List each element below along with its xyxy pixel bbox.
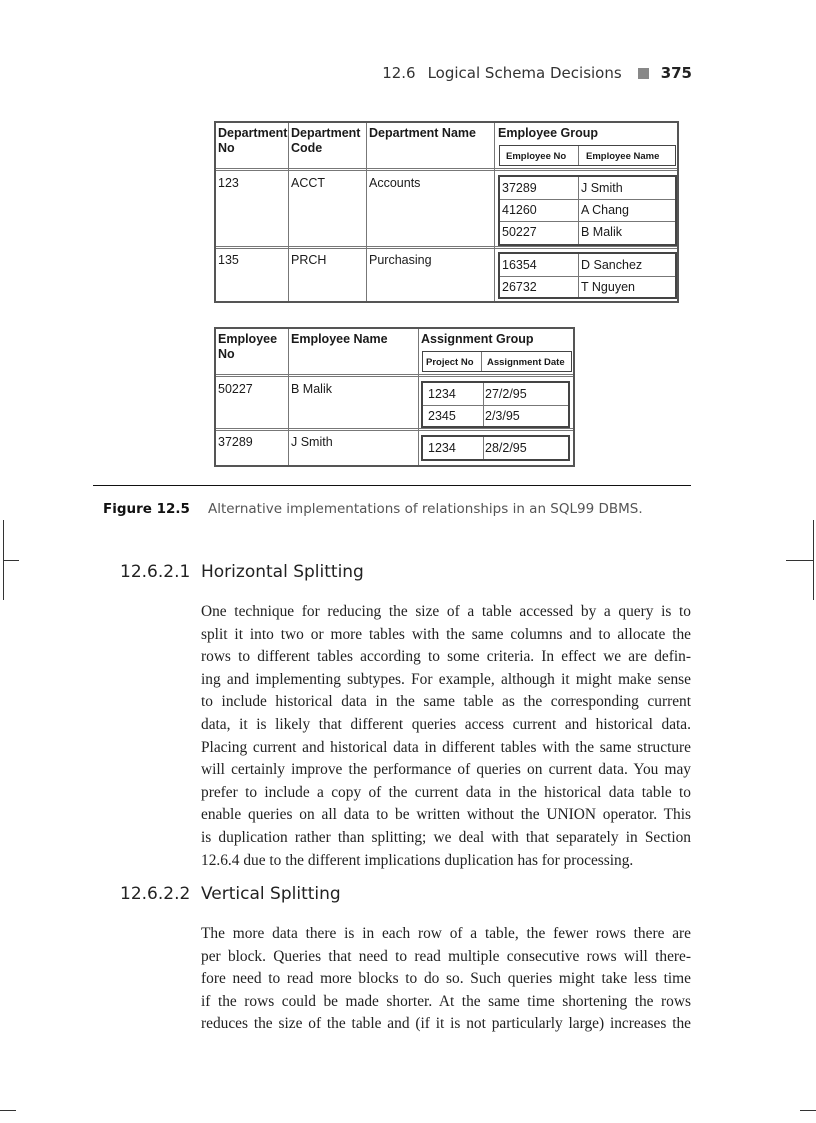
paragraph-horizontal-splitting (201, 601, 691, 872)
dept-row1-code: ACCT (291, 176, 326, 190)
list-item: 50227 (502, 225, 537, 239)
dept-row2-code: PRCH (291, 253, 327, 267)
dept-row1-employee-group (498, 175, 677, 246)
text-line: to include historical data in the same table as the corresponding current (201, 693, 691, 711)
text-line: The more data there is in each row of a table, the fewer rows there are (201, 925, 691, 942)
department-table (214, 121, 679, 303)
figure-caption (103, 501, 643, 517)
subheader-employee-name: Employee Name (586, 151, 660, 162)
header-department-no-1: Department (218, 126, 288, 140)
emp-row1-assignment-group (421, 381, 570, 428)
header-department-code-1: Department (291, 126, 361, 140)
list-item: 28/2/95 (485, 441, 527, 455)
crop-mark-left-h (3, 560, 19, 561)
text-line: Placing current and historical data in different tables with the same structure (201, 738, 691, 756)
subheader-assignment-date: Assignment Date (487, 357, 565, 368)
header-department-code-2: Code (291, 141, 323, 155)
emp-row2-no: 37289 (218, 435, 253, 449)
page-number: 375 (660, 64, 692, 82)
crop-mark-bottom-right (800, 1110, 816, 1111)
section-number: 12.6.2.2 (120, 884, 191, 904)
text-line: reduces the size of the table and (if it is not particularly large) increases the (201, 1015, 691, 1033)
emp-row1-no: 50227 (218, 382, 253, 396)
emp-row2-name: J Smith (291, 435, 333, 449)
assignment-group-subheader (422, 351, 572, 372)
text-line: if the rows could be made shorter. At the same time shortening the rows (201, 992, 691, 1010)
dept-row2-name: Purchasing (369, 253, 432, 267)
emp-row1-name: B Malik (291, 382, 332, 396)
header-assignment-group: Assignment Group (421, 332, 534, 346)
list-item: 1234 (428, 387, 456, 401)
subheader-project-no: Project No (426, 357, 474, 368)
figure-caption-text: Alternative implementations of relationships in an SQL99 DBMS. (207, 501, 643, 517)
section-number: 12.6.2.1 (120, 562, 191, 582)
caption-rule (93, 485, 691, 486)
text-line: enable queries on all data to be written without the UNION operator. This (201, 806, 691, 824)
dept-row2-employee-group (498, 252, 677, 299)
section-heading (120, 562, 364, 582)
text-line: will certainly improve the performance of queries on current data. You may (201, 761, 691, 779)
text-line: rows to different tables according to some criteria. In effect we are defin- (201, 648, 691, 666)
text-line: One technique for reducing the size of a table accessed by a query is to (201, 603, 691, 620)
emp-row2-assignment-group (421, 435, 570, 461)
running-header (382, 64, 692, 82)
list-item: 2345 (428, 409, 456, 423)
dept-row1-name: Accounts (369, 176, 421, 190)
list-item: B Malik (581, 225, 622, 239)
square-bullet-icon (638, 68, 649, 79)
header-employee-no-1: Employee (218, 332, 278, 346)
crop-mark-bottom-left (0, 1110, 16, 1111)
text-line: per block. Queries that need to read multiple consecutive rows will there- (201, 947, 691, 965)
employee-group-subheader (499, 145, 676, 166)
text-line: data, it is likely that different queries access current and historical data. (201, 715, 691, 733)
paragraph-vertical-splitting (201, 923, 691, 1036)
dept-row2-no: 135 (218, 253, 239, 267)
header-department-no-2: No (218, 141, 235, 155)
figure-label: Figure 12.5 (103, 501, 190, 517)
header-department-name: Department Name (369, 126, 476, 140)
list-item: 37289 (502, 181, 537, 195)
header-employee-no-2: No (218, 347, 235, 361)
section-title: Vertical Splitting (201, 884, 341, 904)
text-line: prefer to include a copy of the current data in the historical data table to (201, 783, 691, 801)
list-item: T Nguyen (581, 280, 635, 294)
list-item: 16354 (502, 258, 537, 272)
text-line: is duplication rather than splitting; we deal with that separately in Section (201, 828, 691, 846)
running-header-section: 12.6 (382, 64, 416, 82)
crop-mark-right-h (786, 560, 814, 561)
list-item: 41260 (502, 203, 537, 217)
employee-table (214, 327, 575, 467)
list-item: 2/3/95 (485, 409, 520, 423)
list-item: A Chang (581, 203, 629, 217)
text-line: fore need to read more blocks to do so. Such queries might take less time (201, 970, 691, 988)
list-item: D Sanchez (581, 258, 643, 272)
list-item: J Smith (581, 181, 623, 195)
header-employee-name: Employee Name (291, 332, 388, 346)
dept-row1-no: 123 (218, 176, 239, 190)
text-line: 12.6.4 due to the different implications duplication has for processing. (201, 851, 634, 869)
list-item: 1234 (428, 441, 456, 455)
list-item: 27/2/95 (485, 387, 527, 401)
section-heading (120, 884, 341, 904)
header-employee-group: Employee Group (498, 126, 599, 140)
text-line: split it into two or more tables with the same columns and to allocate the (201, 625, 691, 643)
text-line: ing and implementing subtypes. For example, although it might make sense (201, 670, 691, 688)
running-header-title: Logical Schema Decisions (427, 64, 622, 82)
list-item: 26732 (502, 280, 537, 294)
subheader-employee-no: Employee No (506, 151, 567, 162)
section-title: Horizontal Splitting (201, 562, 364, 582)
